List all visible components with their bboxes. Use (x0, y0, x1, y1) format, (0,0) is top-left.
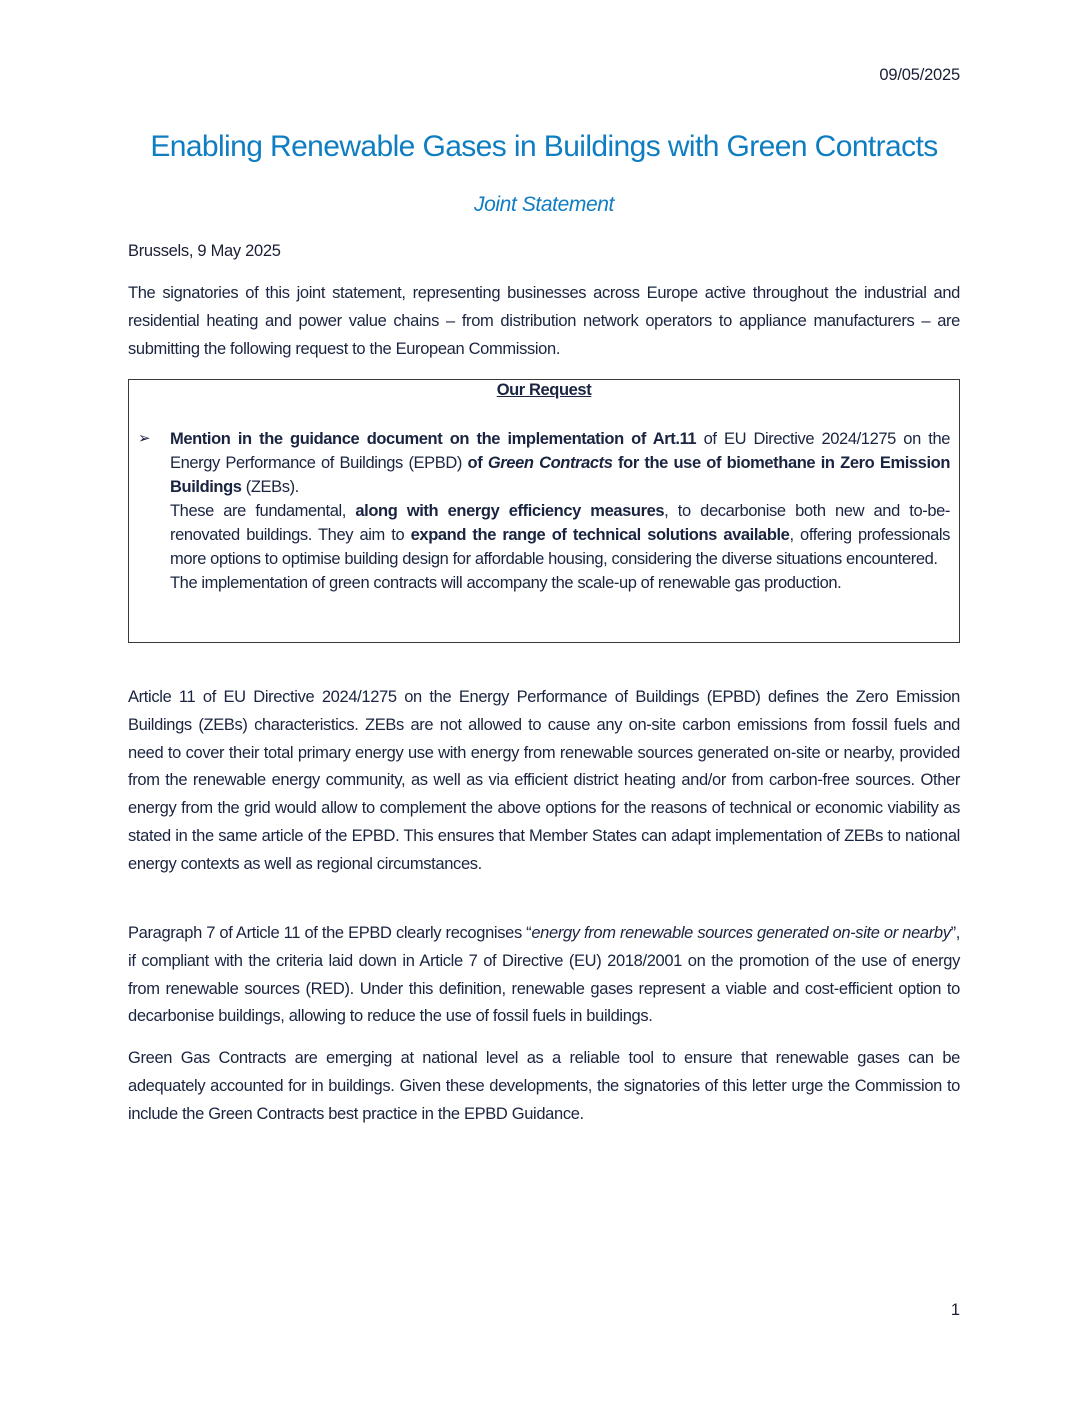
request-item (170, 427, 950, 595)
page-number: 1 (950, 1301, 960, 1319)
green-gas-contracts-paragraph: Green Gas Contracts are emerging at national level as a reliable tool to ensure that renewable gases can be adequately accounted for in buildings. Given these developments, the signatories of this letter urge the Commission to include the Green Contracts best practice in the EPBD Guidance. (128, 1049, 960, 1123)
document-date: 09/05/2025 (879, 66, 960, 84)
request-implementation: The implementation of green contracts will accompany the scale-up of renewable gas production. (170, 574, 842, 592)
rationale-text-3: , offering professionals more options to optimise building design for affordable housing, considering the diverse situations encountered. (170, 526, 951, 568)
rationale-bold-efficiency: along with energy efficiency measures (355, 502, 665, 520)
article-11-paragraph: Article 11 of EU Directive 2024/1275 on the Energy Performance of Buildings (EPBD) defines the Zero Emission Buildings (ZEBs) characteristics. ZEBs are not allowed to cause any on-site carbon emissions from fossil fuels and need to cover their total primary energy use with energy from renewable sources generated on-site or nearby, provided from the renewable energy community, as well as via efficient district heating and/or from carbon-free sources. Other energy from the grid would allow to complement the above options for the reasons of technical or economic viability as stated in the same article of the EPBD. This ensures that Member States can adapt implementation of ZEBs to national energy contexts as well as regional circumstances. (128, 688, 960, 873)
request-bold-biomethane: for the use of biomethane in Zero Emission Buildings (170, 454, 950, 496)
request-text-zebs: (ZEBs). (241, 478, 299, 496)
document-subtitle: Joint Statement (474, 193, 614, 216)
request-bold-of: of (467, 454, 488, 472)
rationale-bold-technical-solutions: expand the range of technical solutions available (410, 526, 790, 544)
request-heading: Our Request (496, 381, 592, 399)
document-title: Enabling Renewable Gases in Buildings with Green Contracts (150, 130, 938, 163)
request-text-directive: of EU Directive 2024/1275 on the Energy Performance of Buildings (EPBD) (170, 430, 950, 472)
paragraph-7-text-2: ”, if compliant with the criteria laid down in Article 7 of Directive (EU) 2018/2001 on the promotion of the use of energy from renewable sources (RED). Under this definition, renewable gases represent a viable and cost-efficient option to decarbonise buildings, allowing to reduce the use of fossil fuels in buildings. (128, 924, 960, 1026)
request-bold-mention: Mention in the guidance document on the implementation of Art.11 (170, 430, 697, 448)
request-rationale (170, 499, 950, 571)
request-main-point (170, 427, 950, 499)
paragraph-7-quote: energy from renewable sources generated on-site or nearby (531, 924, 951, 942)
request-bold-italic-green-contracts: Green Contracts (487, 454, 613, 472)
paragraph-7-paragraph (128, 920, 960, 1031)
intro-paragraph: The signatories of this joint statement, representing businesses across Europe active throughout the industrial and residential heating and power value chains – from distribution network operators to appliance manufacturers – are submitting the following request to the European Commission. (128, 284, 960, 358)
rationale-text-1: These are fundamental, (170, 502, 356, 520)
place-and-date: Brussels, 9 May 2025 (128, 242, 281, 260)
rationale-text-2: , to decarbonise both new and to-be-renovated buildings. They aim to (170, 502, 950, 544)
paragraph-7-text-1: Paragraph 7 of Article 11 of the EPBD clearly recognises “ (128, 924, 532, 942)
arrow-bullet-icon: ➢ (138, 430, 151, 447)
